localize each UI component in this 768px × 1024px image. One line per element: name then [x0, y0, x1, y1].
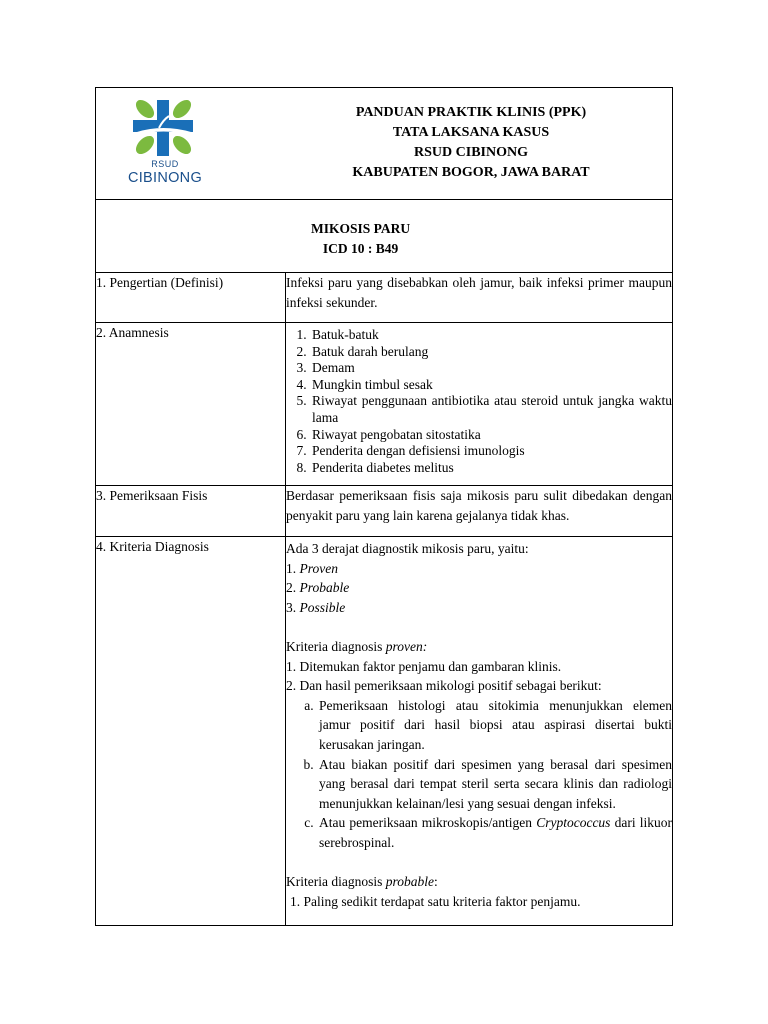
cross-leaf-icon — [129, 98, 201, 158]
probable-item: 1. Paling sedikit terdapat satu kriteria faktor penjamu. — [290, 893, 581, 909]
label-anamnesis: 2. Anamnesis — [96, 323, 286, 486]
list-item: 7. Penderita dengan defisiensi imunologis — [310, 443, 672, 460]
ppk-table — [95, 87, 673, 926]
title-disease: MIKOSIS PARU — [311, 221, 411, 236]
label-kriteria-diagnosis: 4. Kriteria Diagnosis — [96, 537, 286, 926]
document-title — [311, 219, 410, 259]
header-cell — [96, 88, 673, 200]
anamnesis-list — [286, 327, 672, 476]
proven-item: 2. Dan hasil pemeriksaan mikologi positif sebagai berikut: — [286, 678, 602, 694]
probable-heading: Kriteria diagnosis probable: — [286, 874, 438, 890]
list-item: 5. Riwayat penggunaan antibiotika atau steroid untuk jangka waktu lama — [310, 393, 672, 426]
list-item: 4. Mungkin timbul sesak — [310, 377, 672, 394]
document-header — [326, 103, 616, 183]
content-pemeriksaan-fisis: Berdasar pemeriksaan fisis saja mikosis paru sulit dibedakan dengan penyakit paru yang lain karena gejalanya tidak khas. — [286, 486, 673, 537]
content-kriteria-diagnosis — [286, 537, 673, 926]
list-item: 6. Riwayat pengobatan sitostatika — [310, 427, 672, 444]
rsud-logo — [129, 98, 201, 190]
level-item: 1. Proven — [286, 560, 338, 576]
content-anamnesis — [286, 323, 673, 486]
label-definisi: 1. Pengertian (Definisi) — [96, 273, 286, 323]
proven-sub-list — [286, 696, 672, 853]
header-line-1: PANDUAN PRAKTIK KLINIS (PPK) — [355, 105, 587, 120]
logo-cibinong-text: CIBINONG — [127, 170, 203, 186]
list-item: c. Atau pemeriksaan mikroskopis/antigen Cryptococcus dari likuor serebrospinal. — [317, 813, 672, 852]
list-item: 2. Batuk darah berulang — [310, 344, 672, 361]
title-icd: ICD 10 : B49 — [322, 241, 399, 256]
proven-heading: Kriteria diagnosis proven: — [286, 638, 428, 654]
title-cell — [96, 200, 673, 273]
level-item: 3. Possible — [286, 599, 346, 615]
list-item: 8. Penderita diabetes melitus — [310, 460, 672, 477]
list-item: 1. Batuk-batuk — [310, 327, 672, 344]
list-item: a. Pemeriksaan histologi atau sitokimia menunjukkan elemen jamur positif dari hasil biopsi atau aspirasi disertai bukti kerusakan jaringan. — [317, 696, 672, 755]
header-line-4: KABUPATEN BOGOR, JAWA BARAT — [352, 165, 590, 180]
level-item: 2. Probable — [286, 580, 350, 596]
label-pemeriksaan-fisis: 3. Pemeriksaan Fisis — [96, 486, 286, 537]
kriteria-intro: Ada 3 derajat diagnostik mikosis paru, yaitu: — [286, 541, 529, 556]
header-line-2: TATA LAKSANA KASUS — [392, 125, 550, 140]
list-item: 3. Demam — [310, 360, 672, 377]
proven-item: 1. Ditemukan faktor penjamu dan gambaran klinis. — [286, 658, 562, 674]
logo-rsud-text: RSUD — [151, 159, 179, 169]
list-item: b. Atau biakan positif dari spesimen yang berasal dari spesimen yang berasal dari tempat steril serta secara klinis dan radiologi menunjukkan kelainan/lesi yang sesuai dengan infeksi. — [317, 755, 672, 814]
header-line-3: RSUD CIBINONG — [414, 145, 528, 160]
content-definisi: Infeksi paru yang disebabkan oleh jamur, baik infeksi primer maupun infeksi sekunder. — [286, 273, 673, 323]
